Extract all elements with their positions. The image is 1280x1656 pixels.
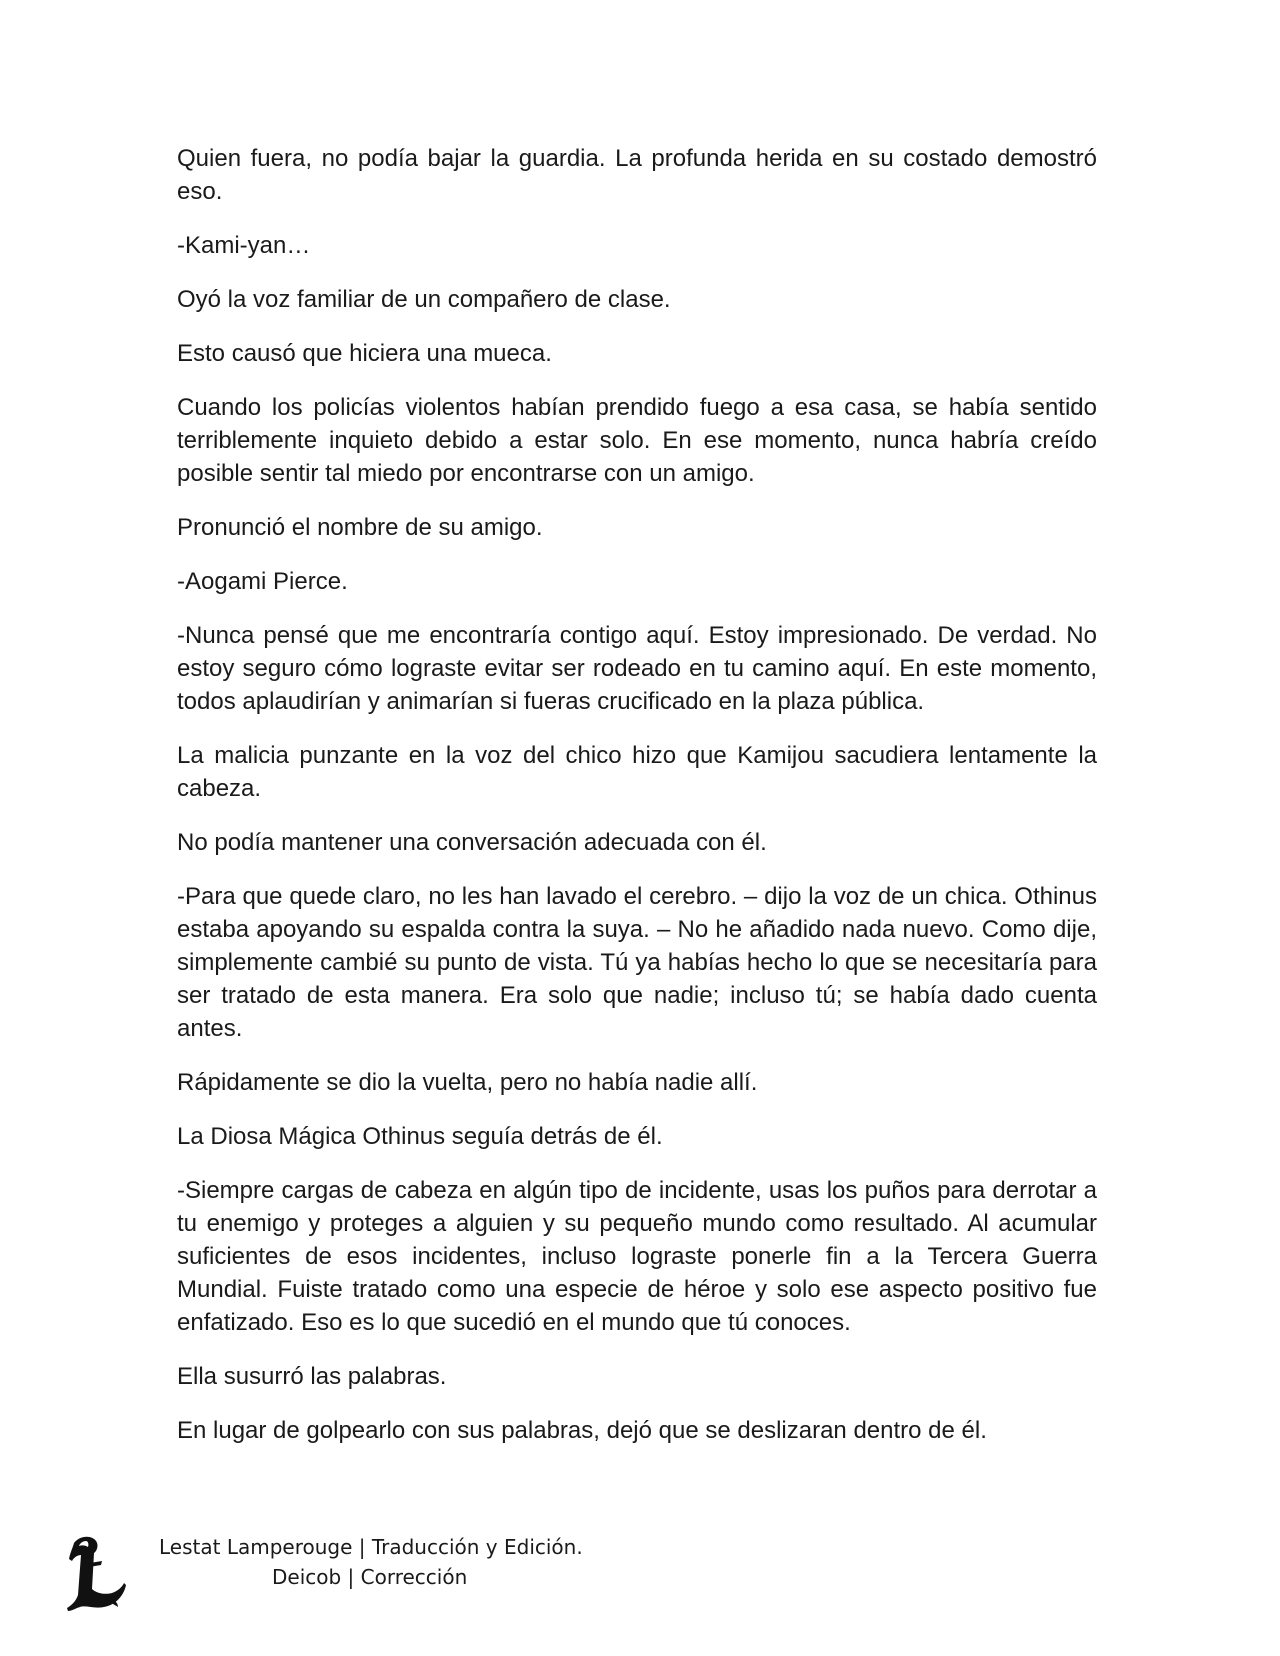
paragraph: En lugar de golpearlo con sus palabras, dejó que se deslizaran dentro de él. (177, 1417, 987, 1444)
gothic-l-logo-icon (66, 1533, 128, 1613)
paragraph: Ella susurró las palabras. (177, 1363, 447, 1390)
paragraph: Oyó la voz familiar de un compañero de clase. (177, 286, 671, 313)
paragraph: -Nunca pensé que me encontraría contigo aquí. Estoy impresionado. De verdad. No estoy seguro cómo lograste evitar ser rodeado en tu camino aquí. En este momento, todos aplaudirían y animarían si fueras crucificado en la plaza pública. (177, 622, 1097, 715)
paragraph: La malicia punzante en la voz del chico hizo que Kamijou sacudiera lentamente la cabeza. (177, 742, 1097, 802)
paragraph: No podía mantener una conversación adecuada con él. (177, 829, 767, 856)
paragraph: -Para que quede claro, no les han lavado el cerebro. – dijo la voz de un chica. Othinus estaba apoyando su espalda contra la suya. – No he añadido nada nuevo. Como dije, simplemente cambié su punto de vista. Tú ya habías hecho lo que se necesitaría para ser tratado de esta manera. Era solo que nadie; incluso tú; se había dado cuenta antes. (177, 883, 1097, 1042)
paragraph: Rápidamente se dio la vuelta, pero no había nadie allí. (177, 1069, 758, 1096)
footer-credit-translation: Lestat Lamperouge | Traducción y Edición. (159, 1535, 583, 1559)
paragraph: -Siempre cargas de cabeza en algún tipo de incidente, usas los puños para derrotar a tu enemigo y proteges a alguien y su pequeño mundo como resultado. Al acumular suficientes de esos incidentes, incluso lograste ponerle fin a la Tercera Guerra Mundial. Fuiste tratado como una especie de héroe y solo ese aspecto positivo fue enfatizado. Eso es lo que sucedió en el mundo que tú conoces. (177, 1177, 1097, 1336)
paragraph: La Diosa Mágica Othinus seguía detrás de él. (177, 1123, 663, 1150)
paragraph: -Kami-yan… (177, 232, 311, 259)
footer-credit-correction: Deicob | Corrección (272, 1565, 468, 1589)
paragraph: Pronunció el nombre de su amigo. (177, 514, 543, 541)
paragraph: -Aogami Pierce. (177, 568, 348, 595)
paragraph: Cuando los policías violentos habían prendido fuego a esa casa, se había sentido terriblemente inquieto debido a estar solo. En ese momento, nunca habría creído posible sentir tal miedo por encontrarse con un amigo. (177, 394, 1097, 487)
page-footer (0, 1525, 1280, 1645)
paragraph: Quien fuera, no podía bajar la guardia. La profunda herida en su costado demostró eso. (177, 145, 1097, 205)
page-body (177, 142, 1097, 1468)
paragraph: Esto causó que hiciera una mueca. (177, 340, 552, 367)
